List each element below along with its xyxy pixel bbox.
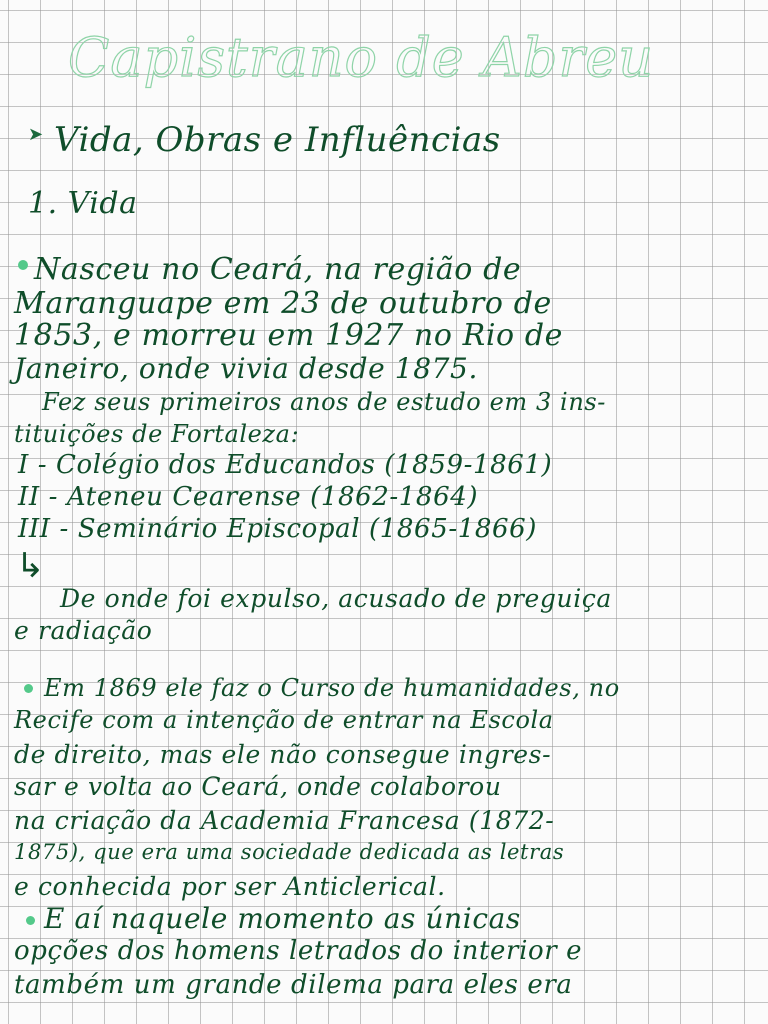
- arrow-bullet-icon: ➤: [28, 124, 44, 145]
- section-heading: 1. Vida: [28, 186, 138, 221]
- text-line: Fez seus primeiros anos de estudo em 3 ins-: [42, 388, 607, 416]
- return-arrow-icon: ↳: [16, 546, 45, 586]
- list-item: I - Colégio dos Educandos (1859-1861): [18, 450, 553, 480]
- bullet-icon: [26, 916, 35, 925]
- text-line: sar e volta ao Ceará, onde colaborou: [14, 772, 502, 801]
- text-line: 1853, e morreu em 1927 no Rio de: [14, 318, 563, 353]
- text-line: E aí naquele momento as únicas: [44, 902, 521, 935]
- list-item: II - Ateneu Cearense (1862-1864): [18, 482, 479, 512]
- text-line: na criação da Academia Francesa (1872-: [14, 806, 555, 835]
- text-line: e conhecida por ser Anticlerical.: [14, 872, 446, 901]
- text-line: De onde foi expulso, acusado de preguiça: [60, 584, 612, 613]
- text-line: Maranguape em 23 de outubro de: [14, 286, 552, 321]
- text-line: e radiação: [14, 616, 153, 645]
- text-line: opções dos homens letrados do interior e: [14, 936, 583, 966]
- text-line: Nasceu no Ceará, na região de: [34, 252, 522, 287]
- subtitle: Vida, Obras e Influências: [54, 120, 501, 160]
- text-line: de direito, mas ele não consegue ingres-: [14, 740, 552, 769]
- bullet-icon: [24, 684, 33, 693]
- text-line: também um grande dilema para eles era: [14, 970, 573, 1000]
- text-line: tituições de Fortaleza:: [14, 420, 300, 448]
- text-line: Em 1869 ele faz o Curso de humanidades, no: [44, 674, 620, 702]
- bullet-icon: [18, 260, 28, 270]
- page-title: Capistrano de Abreu: [68, 26, 655, 89]
- text-line: 1875), que era uma sociedade dedicada as letras: [14, 840, 565, 864]
- text-line: Recife com a intenção de entrar na Escola: [14, 706, 554, 734]
- text-line: Janeiro, onde vivia desde 1875.: [14, 352, 478, 385]
- list-item: III - Seminário Episcopal (1865-1866): [18, 514, 538, 544]
